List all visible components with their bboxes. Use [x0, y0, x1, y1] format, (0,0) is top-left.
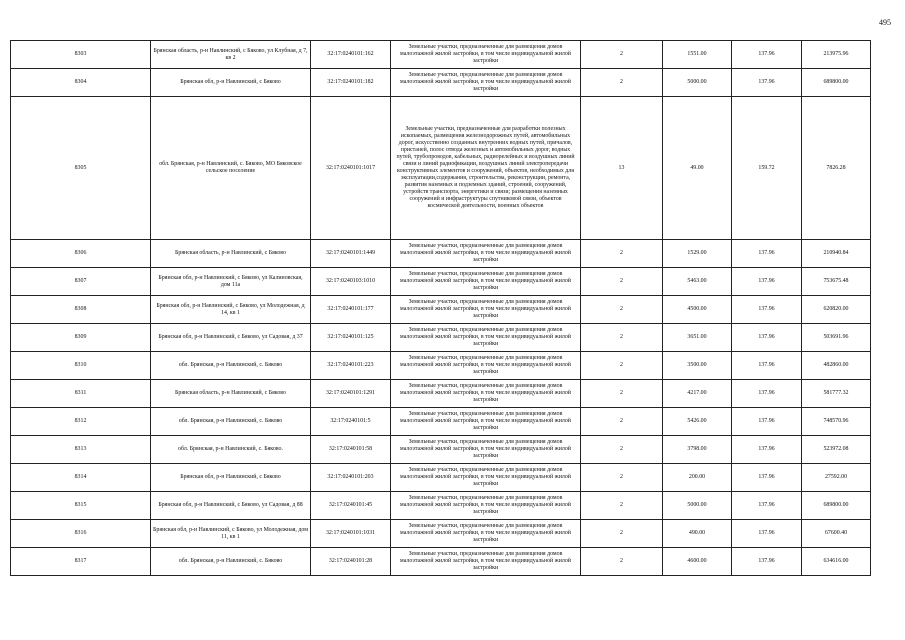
address-cell: Брянская обл, р-н Навлинский, с Бяково, ул Калиновская, дом 11а	[151, 268, 311, 296]
land-use-purpose-cell: Земельные участки, предназначенные для размещения домов малоэтажной жилой застройки, в том числе индивидуальной жилой застройки	[391, 520, 581, 548]
table-row	[11, 520, 871, 548]
table-row	[11, 352, 871, 380]
land-use-purpose-cell: Земельные участки, предназначенные для размещения домов малоэтажной жилой застройки, в том числе индивидуальной жилой застройки	[391, 352, 581, 380]
row-number-cell: 8308	[11, 296, 151, 324]
area-cell: 1551.00	[663, 41, 732, 69]
table-row	[11, 97, 871, 240]
cadastral-value-cell: 753675.48	[802, 268, 871, 296]
land-use-purpose-cell: Земельные участки, предназначенные для размещения домов малоэтажной жилой застройки, в том числе индивидуальной жилой застройки	[391, 41, 581, 69]
row-number-cell: 8312	[11, 408, 151, 436]
use-group-cell: 2	[581, 69, 663, 97]
use-group-cell: 13	[581, 97, 663, 240]
cadastral-number-cell: 32:17:0240101:182	[311, 69, 391, 97]
cadastral-number-cell: 32:17:0240101:223	[311, 352, 391, 380]
use-group-cell: 2	[581, 324, 663, 352]
row-number-cell: 8315	[11, 492, 151, 520]
area-cell: 5000.00	[663, 492, 732, 520]
row-number-cell: 8303	[11, 41, 151, 69]
cadastral-value-cell: 503691.96	[802, 324, 871, 352]
row-number-cell: 8310	[11, 352, 151, 380]
use-group-cell: 2	[581, 240, 663, 268]
table-body	[11, 41, 871, 576]
use-group-cell: 2	[581, 352, 663, 380]
use-group-cell: 2	[581, 464, 663, 492]
cadastral-value-cell: 27592.00	[802, 464, 871, 492]
land-use-purpose-cell: Земельные участки, предназначенные для размещения домов малоэтажной жилой застройки, в том числе индивидуальной жилой застройки	[391, 464, 581, 492]
specific-value-cell: 137.96	[732, 548, 802, 576]
row-number-cell: 8311	[11, 380, 151, 408]
table-row	[11, 464, 871, 492]
row-number-cell: 8317	[11, 548, 151, 576]
row-number-cell: 8307	[11, 268, 151, 296]
area-cell: 49.00	[663, 97, 732, 240]
specific-value-cell: 137.96	[732, 41, 802, 69]
cadastral-value-cell: 634616.00	[802, 548, 871, 576]
cadastral-number-cell: 32:17:0240101:1449	[311, 240, 391, 268]
address-cell: обл. Брянская, р-н Навлинский, с. Бяково	[151, 548, 311, 576]
cadastral-number-cell: 32:17:0240101:162	[311, 41, 391, 69]
cadastral-number-cell: 32:17:0240101:28	[311, 548, 391, 576]
land-use-purpose-cell: Земельные участки, предназначенные для размещения домов малоэтажной жилой застройки, в том числе индивидуальной жилой застройки	[391, 240, 581, 268]
address-cell: обл. Брянская, р-н Навлинский, с. Бяково.	[151, 436, 311, 464]
specific-value-cell: 137.96	[732, 240, 802, 268]
area-cell: 4500.00	[663, 296, 732, 324]
land-use-purpose-cell: Земельные участки, предназначенные для размещения домов малоэтажной жилой застройки, в том числе индивидуальной жилой застройки	[391, 436, 581, 464]
cadastral-number-cell: 32:17:0240101:203	[311, 464, 391, 492]
table-row	[11, 69, 871, 97]
row-number-cell: 8316	[11, 520, 151, 548]
address-cell: Брянская область, р-н Навлинский, с Бяково	[151, 380, 311, 408]
row-number-cell: 8304	[11, 69, 151, 97]
table-row	[11, 296, 871, 324]
address-cell: Брянская область, р-н Навлинский, с Бяково, ул Клубная, д 7, кв 2	[151, 41, 311, 69]
page-number: 495	[879, 18, 891, 27]
address-cell: обл. Брянская, р-н Навлинский, с. Бяково	[151, 352, 311, 380]
use-group-cell: 2	[581, 492, 663, 520]
specific-value-cell: 137.96	[732, 296, 802, 324]
cadastral-value-cell: 210940.84	[802, 240, 871, 268]
cadastral-number-cell: 32:17:0240101:1291	[311, 380, 391, 408]
land-use-purpose-cell: Земельные участки, предназначенные для размещения домов малоэтажной жилой застройки, в том числе индивидуальной жилой застройки	[391, 408, 581, 436]
use-group-cell: 2	[581, 520, 663, 548]
land-use-purpose-cell: Земельные участки, предназначенные для размещения домов малоэтажной жилой застройки, в том числе индивидуальной жилой застройки	[391, 324, 581, 352]
cadastral-number-cell: 32:17:0240103:1010	[311, 268, 391, 296]
use-group-cell: 2	[581, 380, 663, 408]
cadastral-number-cell: 32:17:0240101:1017	[311, 97, 391, 240]
use-group-cell: 2	[581, 41, 663, 69]
row-number-cell: 8305	[11, 97, 151, 240]
use-group-cell: 2	[581, 408, 663, 436]
cadastral-number-cell: 32:17:0240101:1031	[311, 520, 391, 548]
row-number-cell: 8314	[11, 464, 151, 492]
cadastral-number-cell: 32:17:0240101:58	[311, 436, 391, 464]
address-cell: Брянская обл, р-н Навлинский, с Бяково	[151, 464, 311, 492]
land-use-purpose-cell: Земельные участки, предназначенные для размещения домов малоэтажной жилой застройки, в том числе индивидуальной жилой застройки	[391, 380, 581, 408]
area-cell: 3500.00	[663, 352, 732, 380]
use-group-cell: 2	[581, 436, 663, 464]
land-use-purpose-cell: Земельные участки, предназначенные для размещения домов малоэтажной жилой застройки, в том числе индивидуальной жилой застройки	[391, 492, 581, 520]
area-cell: 5000.00	[663, 69, 732, 97]
use-group-cell: 2	[581, 548, 663, 576]
table-row	[11, 324, 871, 352]
land-use-purpose-cell: Земельные участки, предназначенные для разработки полезных ископаемых, размещения железнодорожных путей, автомобильных дорог, искусственно созданных внутренних водных путей, причалов, пристаней, полос отвода железных и автомобильных дорог, водных путей, трубопроводов, кабельных, радиорелейных и воздушных линий связи и линий радиофикации, воздушных линий электропередачи конструктивных элементов и сооружений, объектов, необходимых для эксплуатации,содержания, строительства, реконструкции, ремонта, развития наземных и подземных зданий, строений, сооружений, устройств транспорта, энергетики и связи; размещения наземных сооружений и инфраструктуры спутниковой связи, объектов космической деятельности, военных объектов	[391, 97, 581, 240]
table-row	[11, 436, 871, 464]
area-cell: 490.00	[663, 520, 732, 548]
land-use-purpose-cell: Земельные участки, предназначенные для размещения домов малоэтажной жилой застройки, в том числе индивидуальной жилой застройки	[391, 268, 581, 296]
cadastral-number-cell: 32:17:0240101:125	[311, 324, 391, 352]
address-cell: Брянская обл, р-н Навлинский, с Бяково, ул Садовая, д 88	[151, 492, 311, 520]
specific-value-cell: 137.96	[732, 520, 802, 548]
cadastral-number-cell: 32:17:0240101:45	[311, 492, 391, 520]
cadastral-value-cell: 581777.32	[802, 380, 871, 408]
area-cell: 200.00	[663, 464, 732, 492]
specific-value-cell: 137.96	[732, 436, 802, 464]
cadastral-value-table	[10, 40, 871, 576]
address-cell: обл. Брянская, р-н Навлинский, с. Бяково, МО Бяковское сельское поселение	[151, 97, 311, 240]
address-cell: Брянская обл, р-н Навлинский, с Бяково, ул Молодежная, д 14, кв 1	[151, 296, 311, 324]
address-cell: Брянская обл, р-н Навлинский, с Бяково, ул Молодежная, дом 11, кв 1	[151, 520, 311, 548]
address-cell: Брянская обл, р-н Навлинский, с Бяково, ул Садовая, д 37	[151, 324, 311, 352]
address-cell: обл. Брянская, р-н Навлинский, с. Бяково	[151, 408, 311, 436]
area-cell: 3798.00	[663, 436, 732, 464]
specific-value-cell: 137.96	[732, 352, 802, 380]
row-number-cell: 8309	[11, 324, 151, 352]
area-cell: 4217.00	[663, 380, 732, 408]
land-use-purpose-cell: Земельные участки, предназначенные для размещения домов малоэтажной жилой застройки, в том числе индивидуальной жилой застройки	[391, 296, 581, 324]
land-use-purpose-cell: Земельные участки, предназначенные для размещения домов малоэтажной жилой застройки, в том числе индивидуальной жилой застройки	[391, 548, 581, 576]
cadastral-value-cell: 7826.28	[802, 97, 871, 240]
cadastral-number-cell: 32:17:0240101:5	[311, 408, 391, 436]
area-cell: 5426.00	[663, 408, 732, 436]
specific-value-cell: 137.96	[732, 324, 802, 352]
table-row	[11, 408, 871, 436]
area-cell: 1529.00	[663, 240, 732, 268]
use-group-cell: 2	[581, 296, 663, 324]
table-row	[11, 492, 871, 520]
specific-value-cell: 137.96	[732, 268, 802, 296]
table-row	[11, 548, 871, 576]
area-cell: 3651.00	[663, 324, 732, 352]
table-row	[11, 268, 871, 296]
cadastral-value-cell: 67600.40	[802, 520, 871, 548]
address-cell: Брянская область, р-н Навлинский, с Бяково	[151, 240, 311, 268]
specific-value-cell: 137.96	[732, 380, 802, 408]
table-row	[11, 240, 871, 268]
cadastral-value-cell: 620820.00	[802, 296, 871, 324]
cadastral-value-cell: 213975.96	[802, 41, 871, 69]
specific-value-cell: 137.96	[732, 408, 802, 436]
cadastral-value-cell: 689800.00	[802, 69, 871, 97]
use-group-cell: 2	[581, 268, 663, 296]
specific-value-cell: 137.96	[732, 464, 802, 492]
cadastral-value-cell: 689800.00	[802, 492, 871, 520]
cadastral-value-cell: 482860.00	[802, 352, 871, 380]
table-row	[11, 380, 871, 408]
row-number-cell: 8306	[11, 240, 151, 268]
address-cell: Брянская обл, р-н Навлинский, с Бяково	[151, 69, 311, 97]
cadastral-value-cell: 748570.96	[802, 408, 871, 436]
row-number-cell: 8313	[11, 436, 151, 464]
cadastral-value-cell: 523972.08	[802, 436, 871, 464]
specific-value-cell: 137.96	[732, 69, 802, 97]
cadastral-number-cell: 32:17:0240101:177	[311, 296, 391, 324]
area-cell: 4600.00	[663, 548, 732, 576]
table-row	[11, 41, 871, 69]
area-cell: 5463.00	[663, 268, 732, 296]
land-use-purpose-cell: Земельные участки, предназначенные для размещения домов малоэтажной жилой застройки, в том числе индивидуальной жилой застройки	[391, 69, 581, 97]
specific-value-cell: 159.72	[732, 97, 802, 240]
specific-value-cell: 137.96	[732, 492, 802, 520]
